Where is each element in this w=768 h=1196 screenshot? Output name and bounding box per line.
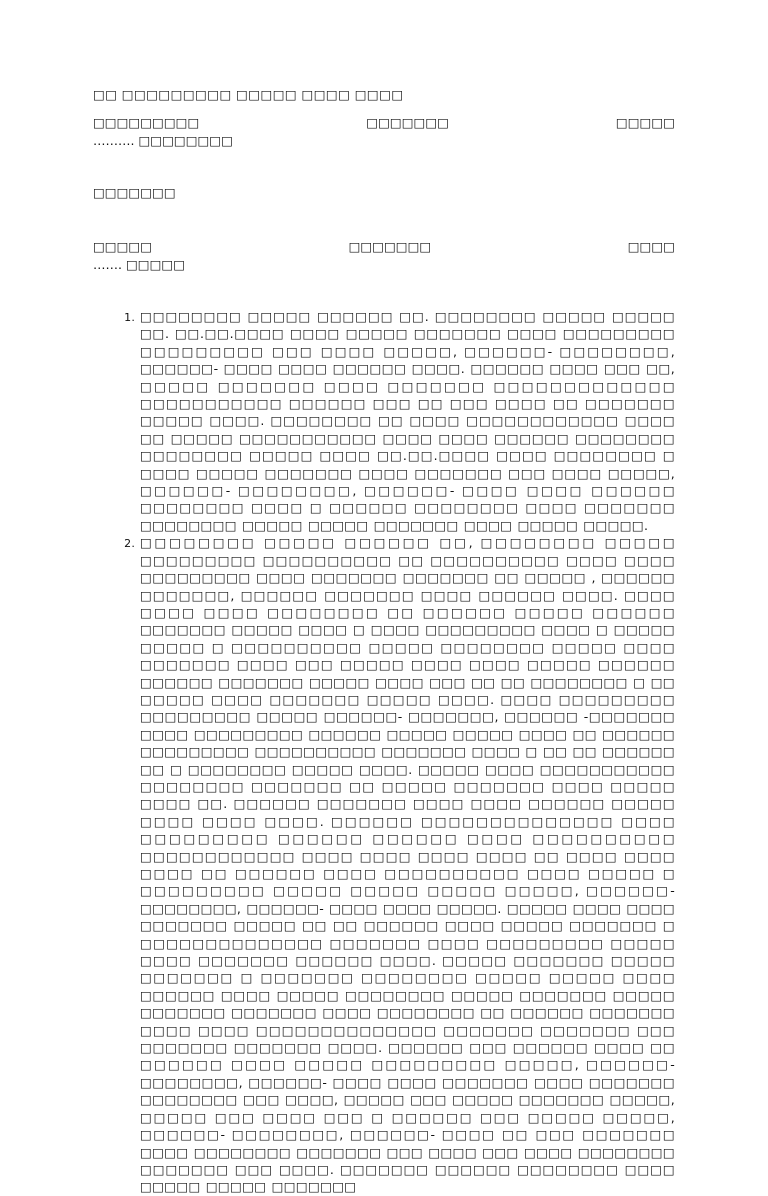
section-label: □□□□□□□ bbox=[93, 185, 176, 200]
list-item: 2. □□□□□□□□ □□□□□ □□□□□□ □□, □□□□□□□□ □□□□□ □□□□□□□□□ □□□□□□□□□□ □□ □□□□□□□□□□ □□□□ □□□□ □□□□□□□□□ □□□□ □□□□□□□ □□□□□□□ □□ □□□□□ , □□□□□□ □□□□□□□, □□□□□□ □□□□□□□ □□□□ □□□□□□ □□□□. □□□□ □□□□ □□□□ □□□□□□□□ □□ □□□□□□ □□□□□ □□□□□□ □□□□□□□ □□□□□ □□□□ □ □□□□ □□□□□□□□□ □□□□ □ □□□□□ □□□□□ □ □□□□□□□□□□ □□□□□ □□□□□□□□ □□□□□ □□□□ □□□□□□□ □□□□ □□□ □□□□□ □□□□ □□□□ □□□□□ □□□□□□ □□□□□□ □□□□□□□ □□□□□ □□□□ □□□ □□ □□ □□□□□□□□ □ □□ □□□□□ □□□□ □□□□□□□ □□□□□ □□□□. □□□□ □□□□□□□□□ □□□□□□□□□ □□□□□ □□□□□□- □□□□□□□, □□□□□□ -□□□□□□□ □□□□ □□□□□□□□□ □□□□□□ □□□□□ □□□□□ □□□□ □□ □□□□□□ □□□□□□□□□ □□□□□□□□□□ □□□□□□□ □□□□ □ □□ □□ □□□□□□ □□ □ □□□□□□□□ □□□□□ □□□□. □□□□□ □□□□ □□□□□□□□□□□ □□□□□□□□ □□□□□□□ □□ □□□□□ □□□□□□□ □□□□ □□□□□ □□□□ □□. □□□□□□ □□□□□□□ □□□□ □□□□ □□□□□□ □□□□□ □□□□ □□□□ □□□□. □□□□□□ □□□□□□□□□□□□□□ □□□□ □□□□□□□□□ □□□□□□ □□□□□□ □□□□ □□□□□□□□□□ □□□□□□□□□□□□ □□□□ □□□□ □□□□ □□□□ □□ □□□□ □□□□ □□□□ □□ □□□□□□ □□□□ □□□□□□□□□□ □□□□ □□□□□ □ □□□□□□□□□ □□□□□ □□□□□ □□□□□ □□□□□, □□□□□□- □□□□□□□□, □□□□□□- □□□□ □□□□ □□□□□. □□□□□ □□□□ □□□□ □□□□□□□ □□□□□ □□ □□ □□□□□□ □□□□ □□□□□ □□□□□□□ □ □□□□□□□□□□□□□□ □□□□□□□ □□□□ □□□□□□□□□ □□□□□ □□□□ □□□□□□□ □□□□□□ □□□□. □□□□□ □□□□□□□ □□□□□ □□□□□□□ □ □□□□□□□ □□□□□□□□ □□□□□ □□□□□ □□□□ □□□□□□ □□□□ □□□□□ □□□□□□□□ □□□□□ □□□□□□□ □□□□□ □□□□□□□ □□□□□□□ □□□□ □□□□□□□□ □□ □□□□□□ □□□□□□□ □□□□ □□□□ □□□□□□□□□□□□□□ □□□□□□□ □□□□□□□ □□□ □□□□□□□ □□□□□□□ □□□□. □□□□□□ □□□ □□□□□□ □□□□ □□ □□□□□□ □□□□ □□□□□ □□□□□□□□□ □□□□□, □□□□□□- □□□□□□□□, □□□□□□- □□□□ □□□□ □□□□□□□ □□□□ □□□□□□□ □□□□□□□□ □□□ □□□□, □□□□□ □□□ □□□□□ □□□□□□□ □□□□□, □□□□□ □□□ □□□□ □□□ □ □□□□□□ □□□ □□□□□ □□□□□, □□□□□□- □□□□□□□□, □□□□□□- □□□□ □□ □□□ □□□□□□□ □□□□ □□□□□□□□ □□□□□□□ □□□ □□□□ □□□ □□□□ □□□□□□□□ □□□□□□□ □□□ □□□□. □□□□□□□ □□□□□□ □□□□□□□□ □□□□ □□□□□ □□□□□ □□□□□□□ bbox=[140, 534, 675, 1195]
list-item: 1. □□□□□□□□ □□□□□ □□□□□□ □□. □□□□□□□□ □□□□□ □□□□□ □□. □□.□□.□□□□ □□□□ □□□□□ □□□□□□□ □□□□ □□□□□□□□□ □□□□□□□□□ □□□ □□□□ □□□□□, □□□□□□- □□□□□□□□, □□□□□□- □□□□ □□□□ □□□□□□ □□□□. □□□□□□ □□□□ □□□ □□, □□□□□ □□□□□□□ □□□□ □□□□□□□ □□□□□□□□□□□□□ □□□□□□□□□□□ □□□□□□ □□□ □□ □□□ □□□□ □□ □□□□□□□ □□□□□ □□□□. □□□□□□□□ □□ □□□□ □□□□□□□□□□□□ □□□□ □□ □□□□□ □□□□□□□□□□□ □□□□ □□□□ □□□□□□ □□□□□□□□ □□□□□□□□ □□□□□ □□□□ □□.□□.□□□□ □□□□ □□□□□□□□ □ □□□□ □□□□□ □□□□□□□ □□□□ □□□□□□□ □□□ □□□□ □□□□□, □□□□□□- □□□□□□□□, □□□□□□- □□□□ □□□□ □□□□□□ □□□□□□□□ □□□□ □ □□□□□□ □□□□□□□□ □□□□ □□□□□□□ □□□□□□□□ □□□□□ □□□□□ □□□□□□□ □□□□ □□□□□ □□□□□. bbox=[140, 308, 675, 534]
header-row-2-continuation: ……. □□□□□ bbox=[93, 257, 185, 272]
header-row-2-left: □□□□□ bbox=[93, 239, 153, 254]
header-row-2-middle: □□□□□□□ bbox=[348, 239, 432, 254]
header-row-2 bbox=[93, 238, 675, 256]
numbered-list bbox=[93, 308, 675, 1196]
header-row-1-right: □□□□□ bbox=[615, 115, 675, 130]
header-row-1-continuation: ………. □□□□□□□□ bbox=[93, 133, 233, 148]
header-row-1 bbox=[93, 114, 675, 132]
header-row-1-left: □□□□□□□□□ bbox=[93, 115, 200, 130]
document-title: □□ □□□□□□□□□ □□□□□ □□□□ □□□□ bbox=[93, 87, 404, 102]
header-row-1-middle: □□□□□□□ bbox=[366, 115, 449, 130]
header-row-2-right: □□□□ bbox=[627, 239, 675, 254]
